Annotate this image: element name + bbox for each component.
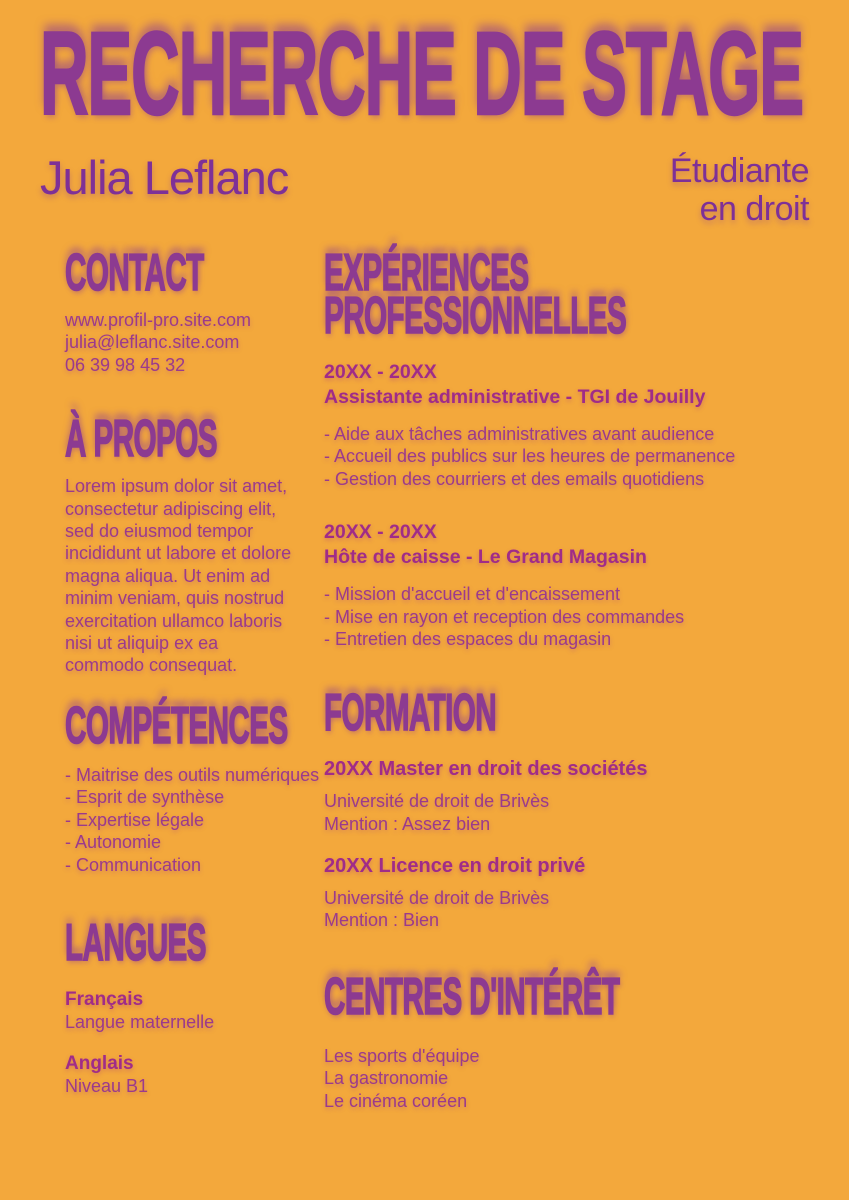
interest-item: La gastronomie	[324, 1068, 449, 1089]
degree-entry	[324, 757, 849, 835]
candidate-role-line2: en droit	[699, 190, 809, 228]
degree-mention: Mention : Assez bien	[324, 814, 491, 835]
skills-heading	[65, 696, 324, 755]
degree-title: 20XX Master en droit des sociétés	[324, 758, 648, 781]
language-item	[65, 989, 324, 1033]
skill-item: - Communication	[65, 854, 202, 875]
job-title: Assistante administrative - TGI de Jouilly	[324, 386, 706, 408]
job-dates: 20XX - 20XX	[324, 361, 437, 383]
about-heading	[65, 410, 324, 469]
about-paragraph: Lorem ipsum dolor sit amet, consectetur adipiscing elit, sed do eiusmod tempor incididunt ut labore et dolore magna aliqua. Ut enim ad minim veniam, quis nostrud exercitation ullamco laboris nisi ut aliquip ex ea commodo consequat.	[65, 476, 292, 676]
interest-item: Le cinéma coréen	[324, 1090, 468, 1111]
experience-heading	[324, 244, 849, 345]
job-bullet: - Gestion des courriers et des emails quotidiens	[324, 468, 705, 489]
degree-mention: Mention : Bien	[324, 910, 440, 931]
education-heading-text: FORMATION	[324, 684, 497, 743]
job-bullet: - Entretien des espaces du magasin	[324, 629, 612, 650]
language-level: Langue maternelle	[65, 1011, 215, 1032]
section-interests	[324, 967, 849, 1112]
candidate-role	[670, 152, 809, 228]
job-bullet: - Aide aux tâches administratives avant audience	[324, 424, 715, 444]
contact-heading	[65, 244, 324, 302]
experience-heading-text	[324, 244, 627, 345]
interests-heading	[324, 967, 849, 1026]
degree-entry	[324, 854, 849, 932]
degree-school: Université de droit de Brivès	[324, 791, 550, 812]
subheader-row	[40, 152, 809, 228]
job-dates: 20XX - 20XX	[324, 521, 437, 544]
languages-heading-text: LANGUES	[65, 913, 206, 972]
candidate-role-line1: Étudiante	[669, 152, 809, 190]
experience-heading-line2: PROFESSIONNELLES	[324, 287, 627, 345]
job-bullet: - Accueil des publics sur les heures de permanence	[324, 446, 736, 467]
section-contact	[65, 244, 324, 376]
language-item	[65, 1053, 324, 1097]
job-bullets	[324, 583, 849, 650]
job-bullets	[324, 423, 849, 490]
skill-item: - Maitrise des outils numériques	[65, 764, 320, 785]
section-languages	[65, 913, 324, 1098]
language-level: Niveau B1	[65, 1076, 149, 1097]
interests-heading-text: CENTRES D'INTÉRÊT	[324, 967, 620, 1026]
content-columns	[40, 244, 809, 1118]
contact-website: www.profil-pro.site.com	[65, 310, 252, 330]
contact-email: julia@leflanc.site.com	[65, 332, 240, 353]
section-education	[324, 684, 849, 931]
job-title: Hôte de caisse - Le Grand Magasin	[324, 546, 647, 569]
job-bullet: - Mise en rayon et reception des commandes	[324, 606, 685, 627]
resume-header	[40, 8, 809, 228]
skill-item: - Expertise légale	[65, 809, 205, 830]
job-entry	[324, 360, 849, 490]
about-heading-text: À PROPOS	[65, 410, 217, 469]
job-bullet: - Mission d'accueil et d'encaissement	[324, 584, 621, 605]
degree-title: 20XX Licence en droit privé	[324, 854, 586, 877]
left-column	[40, 244, 324, 1118]
right-column	[324, 244, 849, 1118]
education-heading	[324, 684, 849, 743]
experience-heading-line1: EXPÉRIENCES	[324, 244, 529, 302]
section-experience	[324, 244, 849, 650]
page-title-text: RECHERCHE DE STAGE	[40, 8, 804, 140]
skill-item: - Autonomie	[65, 832, 162, 853]
page-title	[40, 8, 809, 140]
skill-item: - Esprit de synthèse	[65, 787, 225, 808]
interest-item: Les sports d'équipe	[324, 1045, 480, 1066]
job-entry	[324, 520, 849, 650]
languages-heading	[65, 913, 324, 972]
contact-heading-text: CONTACT	[65, 244, 204, 302]
candidate-name: Julia Leflanc	[40, 151, 289, 204]
language-name: Anglais	[65, 1053, 134, 1075]
skills-heading-text: COMPÉTENCES	[65, 696, 288, 755]
degree-school: Université de droit de Brivès	[324, 887, 550, 908]
contact-phone: 06 39 98 45 32	[65, 354, 186, 375]
section-about	[65, 410, 324, 677]
section-skills	[65, 696, 324, 876]
language-name: Français	[65, 988, 144, 1010]
